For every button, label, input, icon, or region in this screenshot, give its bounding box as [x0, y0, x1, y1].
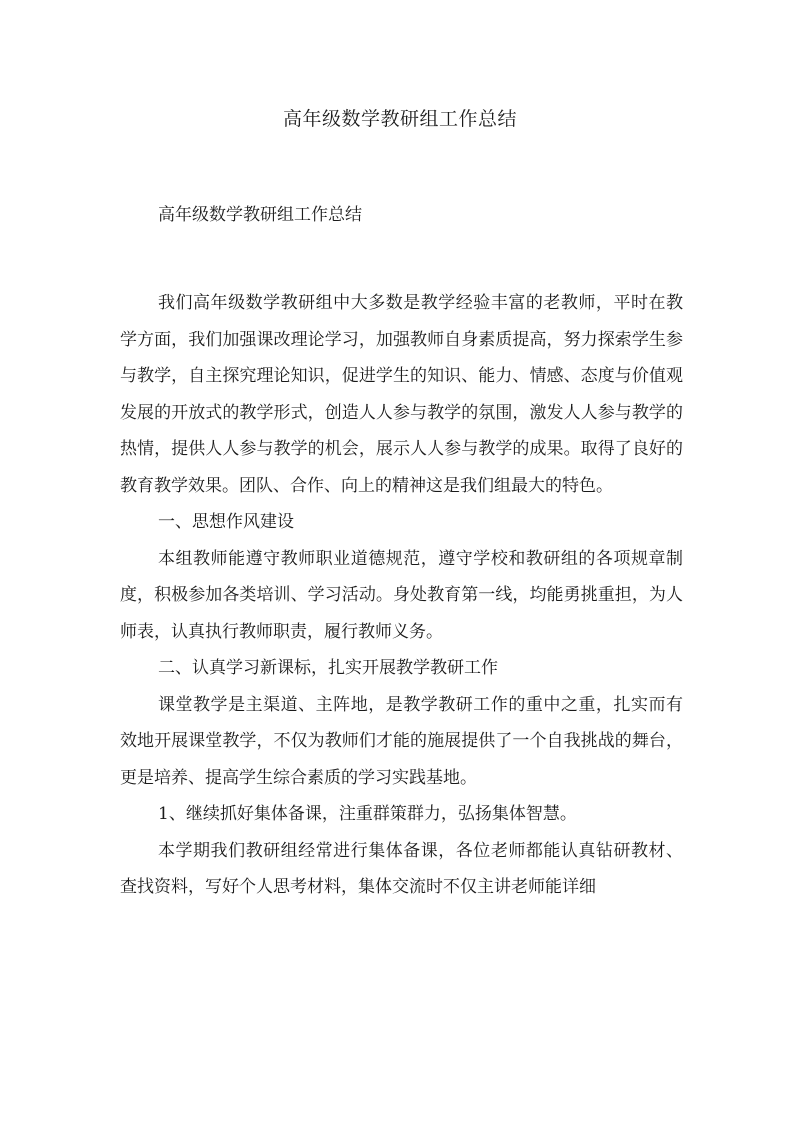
document-title: 高年级数学教研组工作总结 — [282, 108, 517, 130]
document-body — [120, 285, 683, 906]
document-subtitle: 高年级数学教研组工作总结 — [158, 205, 362, 225]
paragraph-section-2: 课堂教学是主渠道、主阵地，是教学教研工作的重中之重，扎实而有效地开展课堂教学，不仅为教师们才能的施展提供了一个自我挑战的舞台，更是培养、提高学生综合素质的学习实践基地。 — [120, 694, 683, 788]
paragraph-subsection-1: 本学期我们教研组经常进行集体备课，各位老师都能认真钻研教材、查找资料，写好个人思考材料，集体交流时不仅主讲老师能详细 — [120, 840, 683, 897]
section-heading-2: 二、认真学习新课标，扎实开展教学教研工作 — [158, 658, 498, 678]
subsection-heading-1: 1、继续抓好集体备课，注重群策群力，弘扬集体智慧。 — [158, 804, 577, 824]
paragraph-intro: 我们高年级数学教研组中大多数是教学经验丰富的老教师，平时在教学方面，我们加强课改理论学习，加强教师自身素质提高，努力探索学生参与教学，自主探究理论知识，促进学生的知识、能力、情感、态度与价值观发展的开放式的教学形式，创造人人参与教学的氛围，激发人人参与教学的热情，提供人人参与教学的机会，展示人人参与教学的成果。取得了良好的教育教学效果。团队、合作、向上的精神这是我们组最大的特色。 — [120, 293, 683, 496]
section-heading-1: 一、思想作风建设 — [158, 512, 294, 532]
paragraph-section-1: 本组教师能遵守教师职业道德规范，遵守学校和教研组的各项规章制度，积极参加各类培训、学习活动。身处教育第一线，均能勇挑重担，为人师表，认真执行教师职责，履行教师义务。 — [120, 548, 683, 642]
